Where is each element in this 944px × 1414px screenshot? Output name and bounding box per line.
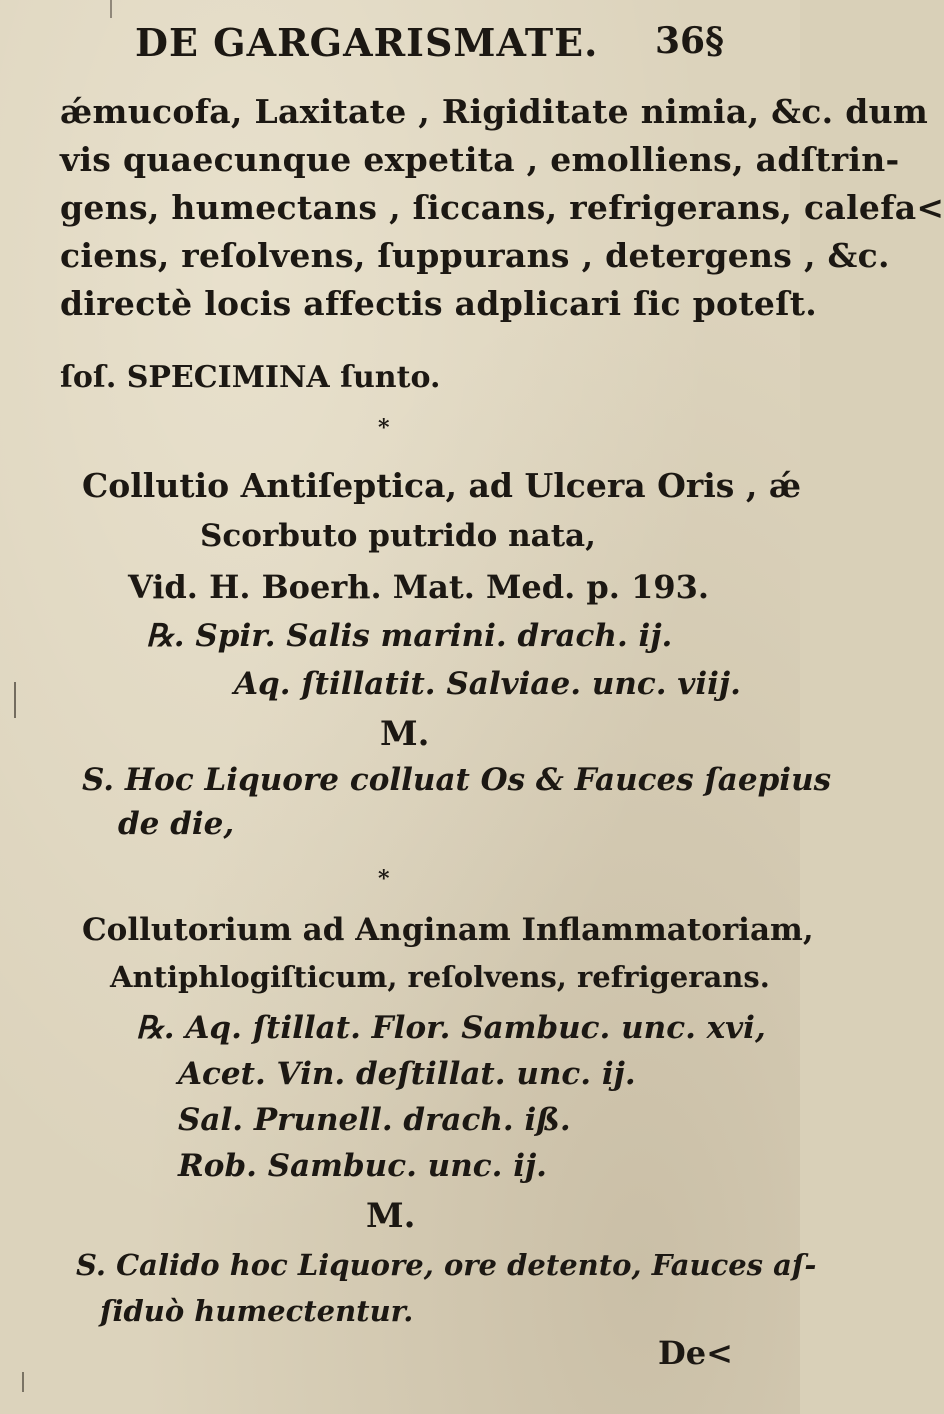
paragraph-line-1: ǽmucofa, Laxitate , Rigiditate nimia, &c. dum bbox=[60, 92, 929, 131]
paragraph-line-5: directè locis affectis adplicari ſic poteſt. bbox=[60, 284, 818, 323]
recipe2-instruction-2: ſiduò humectentur. bbox=[100, 1294, 414, 1328]
recipe2-ingredient-2: Acet. Vin. deſtillat. unc. ij. bbox=[178, 1056, 636, 1092]
scan-artifact bbox=[22, 1372, 24, 1392]
scan-artifact bbox=[110, 0, 112, 18]
paragraph-line-4: ciens, reſolvens, ſuppurans , detergens , &c. bbox=[60, 236, 890, 275]
recipe1-instruction-2: de die, bbox=[118, 806, 235, 842]
recipe2-ingredient-1: ℞. Aq. ſtillat. Flor. Sambuc. unc. xvi, bbox=[136, 1010, 766, 1046]
recipe2-ingredient-3: Sal. Prunell. drach. iß. bbox=[178, 1102, 571, 1138]
scan-artifact bbox=[14, 682, 16, 718]
recipe1-mix: M. bbox=[380, 714, 430, 754]
page-number: 36§ bbox=[655, 20, 724, 62]
recipe1-title: Collutio Antiſeptica, ad Ulcera Oris , ǽ bbox=[82, 466, 801, 505]
star-ornament: * bbox=[378, 866, 390, 892]
recipe2-mix: M. bbox=[366, 1196, 416, 1236]
recipe2-ingredient-4: Rob. Sambuc. unc. ij. bbox=[178, 1148, 547, 1184]
recipe1-ingredient-1: ℞. Spir. Salis marini. drach. ij. bbox=[146, 618, 673, 654]
recipe1-ingredient-2: Aq. ſtillatit. Salviae. unc. viij. bbox=[234, 666, 741, 702]
recipe1-reference: Vid. H. Boerh. Mat. Med. p. 193. bbox=[128, 568, 709, 606]
paragraph-line-3: gens, humectans , ſiccans, refrigerans, calefa< bbox=[60, 188, 944, 227]
recipe1-subtitle: Scorbuto putrido nata, bbox=[200, 518, 596, 554]
catchword: De< bbox=[658, 1334, 733, 1372]
running-title: DE GARGARISMATE. bbox=[135, 20, 599, 65]
paragraph-line-2: vis quaecunque expetita , emolliens, adſtrin- bbox=[60, 140, 900, 179]
recipe2-instruction-1: S. Calido hoc Liquore, ore detento, Fauces aſ- bbox=[76, 1248, 817, 1282]
recipe2-title: Collutorium ad Anginam Inflammatoriam, bbox=[82, 912, 814, 948]
recipe1-instruction-1: S. Hoc Liquore colluat Os & Fauces ſaepius bbox=[82, 762, 832, 798]
star-ornament: * bbox=[378, 415, 390, 441]
recipe2-subtitle: Antiphlogiſticum, reſolvens, refrigerans. bbox=[110, 960, 770, 994]
section-heading: ſoſ. SPECIMINA ſunto. bbox=[60, 360, 441, 395]
